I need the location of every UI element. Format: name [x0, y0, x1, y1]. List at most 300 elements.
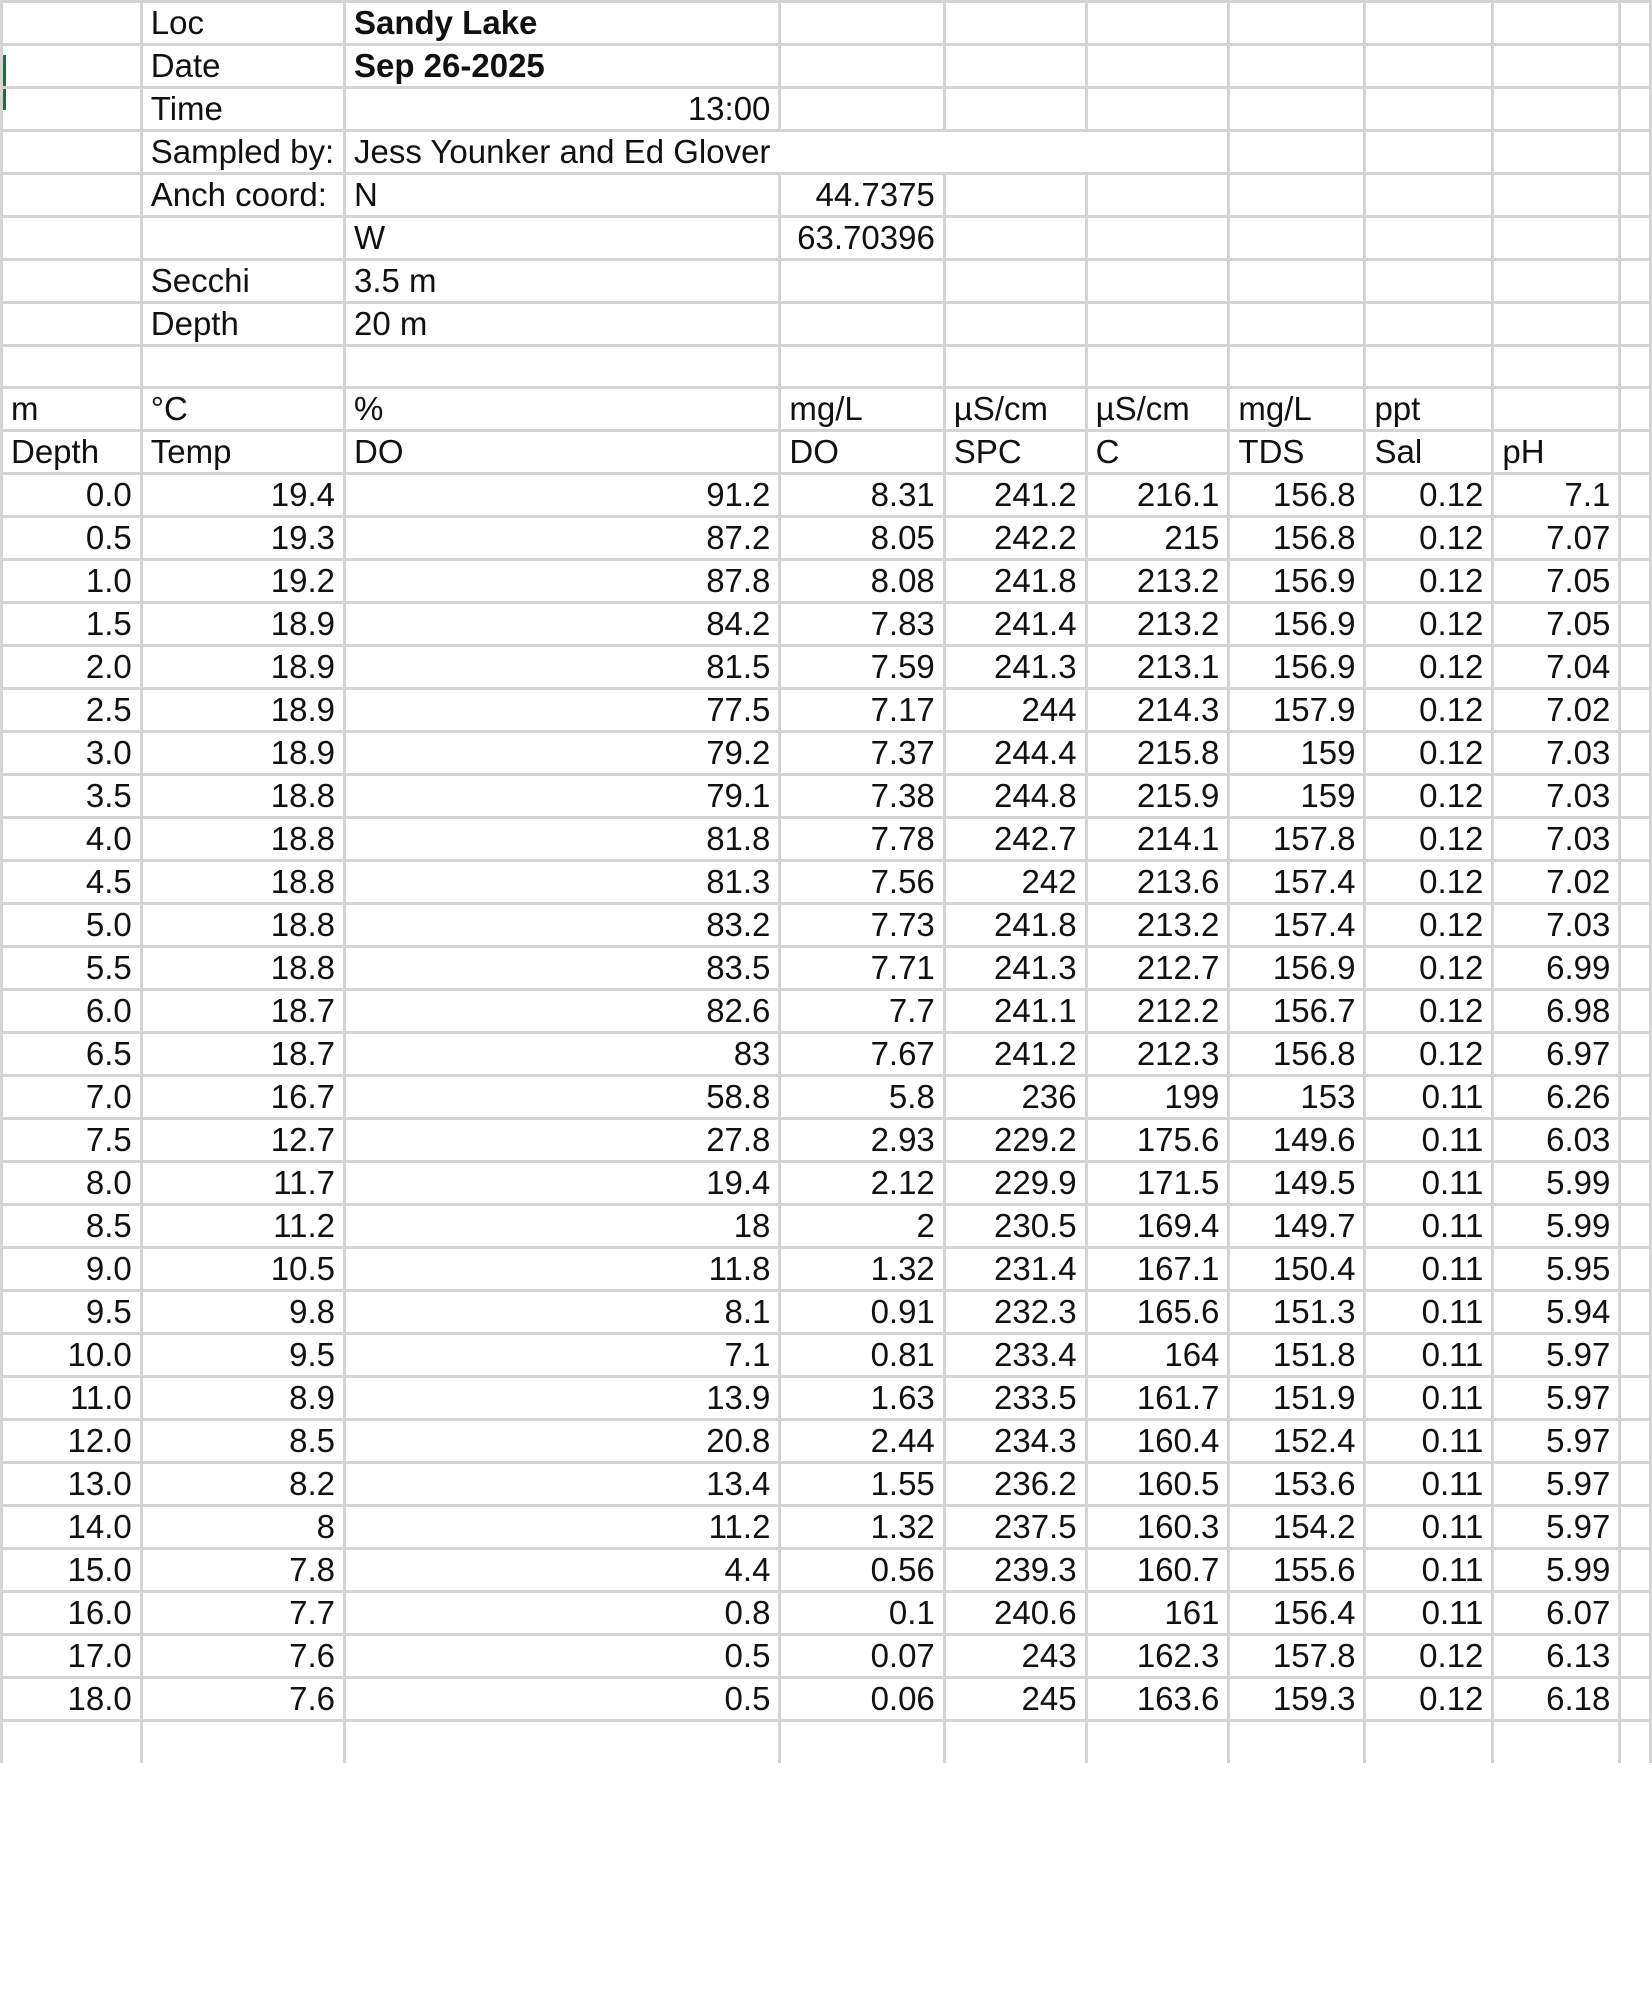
secchi-value[interactable]: 3.5 m	[344, 260, 779, 303]
data-cell[interactable]: 14.0	[2, 1506, 142, 1549]
cell[interactable]	[1620, 1248, 1651, 1291]
data-cell[interactable]: 5.97	[1493, 1506, 1620, 1549]
data-cell[interactable]: 0.12	[1365, 775, 1493, 818]
data-cell[interactable]: 0.11	[1365, 1549, 1493, 1592]
column-header[interactable]: Temp	[141, 431, 344, 474]
data-cell[interactable]: 244.8	[944, 775, 1086, 818]
data-cell[interactable]: 2	[780, 1205, 944, 1248]
data-cell[interactable]: 18.9	[141, 732, 344, 775]
data-cell[interactable]: 215	[1086, 517, 1229, 560]
data-cell[interactable]: 1.32	[780, 1506, 944, 1549]
data-cell[interactable]: 159	[1229, 775, 1365, 818]
data-cell[interactable]: 18.9	[141, 603, 344, 646]
cell[interactable]	[1620, 1721, 1651, 1763]
data-cell[interactable]: 9.8	[141, 1291, 344, 1334]
data-cell[interactable]: 151.8	[1229, 1334, 1365, 1377]
data-cell[interactable]: 7.03	[1493, 775, 1620, 818]
data-cell[interactable]: 83.5	[344, 947, 779, 990]
data-cell[interactable]: 0.0	[2, 474, 142, 517]
data-cell[interactable]: 7.02	[1493, 861, 1620, 904]
cell[interactable]	[1620, 775, 1651, 818]
data-cell[interactable]: 6.98	[1493, 990, 1620, 1033]
data-cell[interactable]: 79.2	[344, 732, 779, 775]
west-label[interactable]: W	[344, 217, 779, 260]
data-cell[interactable]: 157.4	[1229, 904, 1365, 947]
cell[interactable]	[1620, 474, 1651, 517]
data-cell[interactable]: 229.2	[944, 1119, 1086, 1162]
cell[interactable]	[1620, 88, 1651, 131]
data-cell[interactable]: 0.8	[344, 1592, 779, 1635]
data-cell[interactable]: 0.12	[1365, 1678, 1493, 1721]
data-cell[interactable]: 157.8	[1229, 1635, 1365, 1678]
cell[interactable]	[1229, 1721, 1365, 1763]
data-cell[interactable]: 9.0	[2, 1248, 142, 1291]
cell[interactable]	[1229, 346, 1365, 388]
data-cell[interactable]: 231.4	[944, 1248, 1086, 1291]
data-cell[interactable]: 13.0	[2, 1463, 142, 1506]
data-cell[interactable]: 18.7	[141, 1033, 344, 1076]
cell[interactable]	[1620, 1205, 1651, 1248]
data-cell[interactable]: 233.5	[944, 1377, 1086, 1420]
data-cell[interactable]: 241.4	[944, 603, 1086, 646]
cell[interactable]	[780, 346, 944, 388]
data-cell[interactable]: 4.0	[2, 818, 142, 861]
cell[interactable]	[1620, 1033, 1651, 1076]
data-cell[interactable]: 18.8	[141, 947, 344, 990]
data-cell[interactable]: 87.8	[344, 560, 779, 603]
cell[interactable]	[1229, 2, 1365, 45]
data-cell[interactable]: 81.3	[344, 861, 779, 904]
data-cell[interactable]: 7.71	[780, 947, 944, 990]
column-header[interactable]: TDS	[1229, 431, 1365, 474]
data-cell[interactable]: 213.1	[1086, 646, 1229, 689]
data-cell[interactable]: 167.1	[1086, 1248, 1229, 1291]
cell[interactable]	[1620, 1463, 1651, 1506]
data-cell[interactable]: 241.8	[944, 904, 1086, 947]
cell[interactable]	[1365, 217, 1493, 260]
data-cell[interactable]: 229.9	[944, 1162, 1086, 1205]
column-header[interactable]: SPC	[944, 431, 1086, 474]
cell[interactable]	[1620, 431, 1651, 474]
data-cell[interactable]: 0.11	[1365, 1205, 1493, 1248]
data-cell[interactable]: 18.0	[2, 1678, 142, 1721]
data-cell[interactable]: 7.5	[2, 1119, 142, 1162]
data-cell[interactable]: 11.8	[344, 1248, 779, 1291]
data-cell[interactable]: 7.6	[141, 1635, 344, 1678]
data-cell[interactable]: 241.2	[944, 474, 1086, 517]
data-cell[interactable]: 18.9	[141, 646, 344, 689]
cell[interactable]	[1620, 603, 1651, 646]
data-cell[interactable]: 15.0	[2, 1549, 142, 1592]
data-cell[interactable]: 0.12	[1365, 947, 1493, 990]
data-cell[interactable]: 2.5	[2, 689, 142, 732]
unit-cell[interactable]: °C	[141, 388, 344, 431]
cell[interactable]	[944, 346, 1086, 388]
data-cell[interactable]: 7.59	[780, 646, 944, 689]
data-cell[interactable]: 0.11	[1365, 1506, 1493, 1549]
cell[interactable]	[1493, 88, 1620, 131]
data-cell[interactable]: 7.05	[1493, 560, 1620, 603]
data-cell[interactable]: 12.7	[141, 1119, 344, 1162]
cell[interactable]	[1365, 45, 1493, 88]
loc-label[interactable]: Loc	[141, 2, 344, 45]
data-cell[interactable]: 4.5	[2, 861, 142, 904]
cell[interactable]	[2, 131, 142, 174]
data-cell[interactable]: 2.93	[780, 1119, 944, 1162]
data-cell[interactable]: 7.6	[141, 1678, 344, 1721]
data-cell[interactable]: 216.1	[1086, 474, 1229, 517]
data-cell[interactable]: 0.12	[1365, 1635, 1493, 1678]
cell[interactable]	[780, 303, 944, 346]
data-cell[interactable]: 0.11	[1365, 1377, 1493, 1420]
data-cell[interactable]: 8.31	[780, 474, 944, 517]
data-cell[interactable]: 13.9	[344, 1377, 779, 1420]
cell[interactable]	[344, 346, 779, 388]
cell[interactable]	[141, 346, 344, 388]
cell[interactable]	[944, 260, 1086, 303]
cell[interactable]	[1229, 131, 1365, 174]
data-cell[interactable]: 0.91	[780, 1291, 944, 1334]
cell[interactable]	[1620, 947, 1651, 990]
cell[interactable]	[1229, 88, 1365, 131]
data-cell[interactable]: 1.55	[780, 1463, 944, 1506]
data-cell[interactable]: 233.4	[944, 1334, 1086, 1377]
sampled-by-label[interactable]: Sampled by:	[141, 131, 344, 174]
data-cell[interactable]: 0.12	[1365, 560, 1493, 603]
data-cell[interactable]: 7.67	[780, 1033, 944, 1076]
cell[interactable]	[1493, 174, 1620, 217]
cell[interactable]	[2, 346, 142, 388]
data-cell[interactable]: 7.8	[141, 1549, 344, 1592]
data-cell[interactable]: 213.6	[1086, 861, 1229, 904]
column-header[interactable]: C	[1086, 431, 1229, 474]
data-cell[interactable]: 7.1	[344, 1334, 779, 1377]
cell[interactable]	[944, 1721, 1086, 1763]
data-cell[interactable]: 214.1	[1086, 818, 1229, 861]
data-cell[interactable]: 0.12	[1365, 904, 1493, 947]
data-cell[interactable]: 7.07	[1493, 517, 1620, 560]
data-cell[interactable]: 5.95	[1493, 1248, 1620, 1291]
cell[interactable]	[1620, 131, 1651, 174]
data-cell[interactable]: 153.6	[1229, 1463, 1365, 1506]
data-cell[interactable]: 83.2	[344, 904, 779, 947]
cell[interactable]	[1620, 904, 1651, 947]
data-cell[interactable]: 0.5	[344, 1678, 779, 1721]
data-cell[interactable]: 164	[1086, 1334, 1229, 1377]
data-cell[interactable]: 160.4	[1086, 1420, 1229, 1463]
cell[interactable]	[1229, 45, 1365, 88]
anch-coord-label[interactable]: Anch coord:	[141, 174, 344, 217]
data-cell[interactable]: 5.97	[1493, 1377, 1620, 1420]
data-cell[interactable]: 159.3	[1229, 1678, 1365, 1721]
data-cell[interactable]: 87.2	[344, 517, 779, 560]
data-cell[interactable]: 6.03	[1493, 1119, 1620, 1162]
data-cell[interactable]: 7.04	[1493, 646, 1620, 689]
data-cell[interactable]: 232.3	[944, 1291, 1086, 1334]
data-cell[interactable]: 215.8	[1086, 732, 1229, 775]
data-cell[interactable]: 18.8	[141, 818, 344, 861]
sampled-by-value[interactable]: Jess Younker and Ed Glover	[344, 131, 779, 174]
data-cell[interactable]: 7.7	[780, 990, 944, 1033]
data-cell[interactable]: 212.2	[1086, 990, 1229, 1033]
north-value[interactable]: 44.7375	[780, 174, 944, 217]
data-cell[interactable]: 0.12	[1365, 689, 1493, 732]
time-label[interactable]: Time	[141, 88, 344, 131]
cell[interactable]	[780, 131, 944, 174]
column-header[interactable]: Sal	[1365, 431, 1493, 474]
data-cell[interactable]: 0.12	[1365, 1033, 1493, 1076]
data-cell[interactable]: 0.5	[2, 517, 142, 560]
cell[interactable]	[944, 2, 1086, 45]
data-cell[interactable]: 17.0	[2, 1635, 142, 1678]
data-cell[interactable]: 82.6	[344, 990, 779, 1033]
cell[interactable]	[1620, 990, 1651, 1033]
unit-cell[interactable]: mg/L	[780, 388, 944, 431]
data-cell[interactable]: 159	[1229, 732, 1365, 775]
cell[interactable]	[1620, 174, 1651, 217]
cell[interactable]	[1086, 260, 1229, 303]
cell[interactable]	[1620, 346, 1651, 388]
cell[interactable]	[1493, 45, 1620, 88]
data-cell[interactable]: 10.5	[141, 1248, 344, 1291]
data-cell[interactable]: 160.7	[1086, 1549, 1229, 1592]
data-cell[interactable]: 8.1	[344, 1291, 779, 1334]
data-cell[interactable]: 8	[141, 1506, 344, 1549]
data-cell[interactable]: 18.8	[141, 861, 344, 904]
data-cell[interactable]: 0.11	[1365, 1119, 1493, 1162]
cell[interactable]	[1493, 346, 1620, 388]
cell[interactable]	[780, 45, 944, 88]
data-cell[interactable]: 16.0	[2, 1592, 142, 1635]
data-cell[interactable]: 156.8	[1229, 474, 1365, 517]
data-cell[interactable]: 151.9	[1229, 1377, 1365, 1420]
data-cell[interactable]: 7.03	[1493, 818, 1620, 861]
data-cell[interactable]: 8.08	[780, 560, 944, 603]
cell[interactable]	[1365, 260, 1493, 303]
data-cell[interactable]: 156.8	[1229, 517, 1365, 560]
data-cell[interactable]: 244	[944, 689, 1086, 732]
unit-cell[interactable]: µS/cm	[944, 388, 1086, 431]
cell[interactable]	[1620, 818, 1651, 861]
data-cell[interactable]: 157.9	[1229, 689, 1365, 732]
data-cell[interactable]: 11.2	[344, 1506, 779, 1549]
data-cell[interactable]: 5.99	[1493, 1549, 1620, 1592]
data-cell[interactable]: 240.6	[944, 1592, 1086, 1635]
data-cell[interactable]: 0.12	[1365, 818, 1493, 861]
data-cell[interactable]: 5.5	[2, 947, 142, 990]
data-cell[interactable]: 2.44	[780, 1420, 944, 1463]
cell[interactable]	[1493, 303, 1620, 346]
data-cell[interactable]: 2.12	[780, 1162, 944, 1205]
data-cell[interactable]: 7.17	[780, 689, 944, 732]
data-cell[interactable]: 162.3	[1086, 1635, 1229, 1678]
data-cell[interactable]: 10.0	[2, 1334, 142, 1377]
data-cell[interactable]: 9.5	[2, 1291, 142, 1334]
data-cell[interactable]: 163.6	[1086, 1678, 1229, 1721]
data-cell[interactable]: 8.0	[2, 1162, 142, 1205]
cell[interactable]	[944, 217, 1086, 260]
data-cell[interactable]: 169.4	[1086, 1205, 1229, 1248]
data-cell[interactable]: 212.7	[1086, 947, 1229, 990]
data-cell[interactable]: 0.11	[1365, 1420, 1493, 1463]
data-cell[interactable]: 153	[1229, 1076, 1365, 1119]
data-cell[interactable]: 13.4	[344, 1463, 779, 1506]
data-cell[interactable]: 83	[344, 1033, 779, 1076]
cell[interactable]	[1620, 1678, 1651, 1721]
data-cell[interactable]: 16.7	[141, 1076, 344, 1119]
data-cell[interactable]: 91.2	[344, 474, 779, 517]
cell[interactable]	[1620, 2, 1651, 45]
data-cell[interactable]: 0.12	[1365, 474, 1493, 517]
data-cell[interactable]: 5.8	[780, 1076, 944, 1119]
data-cell[interactable]: 8.9	[141, 1377, 344, 1420]
cell[interactable]	[2, 303, 142, 346]
data-cell[interactable]: 4.4	[344, 1549, 779, 1592]
cell[interactable]	[1493, 260, 1620, 303]
data-cell[interactable]: 5.99	[1493, 1205, 1620, 1248]
data-cell[interactable]: 1.32	[780, 1248, 944, 1291]
data-cell[interactable]: 156.4	[1229, 1592, 1365, 1635]
data-cell[interactable]: 241.2	[944, 1033, 1086, 1076]
unit-cell[interactable]: ppt	[1365, 388, 1493, 431]
data-cell[interactable]: 6.0	[2, 990, 142, 1033]
cell[interactable]	[1086, 45, 1229, 88]
data-cell[interactable]: 7.03	[1493, 904, 1620, 947]
cell[interactable]	[944, 174, 1086, 217]
cell[interactable]	[1620, 1334, 1651, 1377]
unit-cell[interactable]: %	[344, 388, 779, 431]
data-cell[interactable]: 157.8	[1229, 818, 1365, 861]
cell[interactable]	[141, 217, 344, 260]
data-cell[interactable]: 18.8	[141, 775, 344, 818]
data-cell[interactable]: 213.2	[1086, 603, 1229, 646]
data-cell[interactable]: 236.2	[944, 1463, 1086, 1506]
data-cell[interactable]: 19.3	[141, 517, 344, 560]
data-cell[interactable]: 6.18	[1493, 1678, 1620, 1721]
cell[interactable]	[1493, 131, 1620, 174]
data-cell[interactable]: 214.3	[1086, 689, 1229, 732]
data-cell[interactable]: 156.9	[1229, 603, 1365, 646]
data-cell[interactable]: 3.0	[2, 732, 142, 775]
data-cell[interactable]: 242.2	[944, 517, 1086, 560]
data-cell[interactable]: 157.4	[1229, 861, 1365, 904]
column-header[interactable]: pH	[1493, 431, 1620, 474]
data-cell[interactable]: 213.2	[1086, 904, 1229, 947]
data-cell[interactable]: 7.1	[1493, 474, 1620, 517]
cell[interactable]	[141, 1721, 344, 1763]
data-cell[interactable]: 244.4	[944, 732, 1086, 775]
data-cell[interactable]: 171.5	[1086, 1162, 1229, 1205]
data-cell[interactable]: 81.5	[344, 646, 779, 689]
data-cell[interactable]: 7.78	[780, 818, 944, 861]
date-value[interactable]: Sep 26-2025	[344, 45, 779, 88]
data-cell[interactable]: 0.12	[1365, 603, 1493, 646]
cell[interactable]	[1620, 1420, 1651, 1463]
cell[interactable]	[1229, 260, 1365, 303]
data-cell[interactable]: 213.2	[1086, 560, 1229, 603]
data-cell[interactable]: 5.94	[1493, 1291, 1620, 1334]
cell[interactable]	[1365, 2, 1493, 45]
data-cell[interactable]: 241.3	[944, 947, 1086, 990]
data-cell[interactable]: 7.83	[780, 603, 944, 646]
unit-cell[interactable]: µS/cm	[1086, 388, 1229, 431]
unit-cell[interactable]	[1493, 388, 1620, 431]
data-cell[interactable]: 0.1	[780, 1592, 944, 1635]
data-cell[interactable]: 0.11	[1365, 1334, 1493, 1377]
cell[interactable]	[1086, 346, 1229, 388]
cell[interactable]	[2, 45, 142, 88]
data-cell[interactable]: 160.5	[1086, 1463, 1229, 1506]
data-cell[interactable]: 18.8	[141, 904, 344, 947]
data-cell[interactable]: 0.12	[1365, 861, 1493, 904]
cell[interactable]	[1365, 346, 1493, 388]
cell[interactable]	[1620, 303, 1651, 346]
data-cell[interactable]: 156.9	[1229, 646, 1365, 689]
data-cell[interactable]: 242.7	[944, 818, 1086, 861]
cell[interactable]	[780, 1721, 944, 1763]
data-cell[interactable]: 11.0	[2, 1377, 142, 1420]
cell[interactable]	[1086, 131, 1229, 174]
data-cell[interactable]: 6.13	[1493, 1635, 1620, 1678]
date-label[interactable]: Date	[141, 45, 344, 88]
cell[interactable]	[1620, 560, 1651, 603]
data-cell[interactable]: 6.99	[1493, 947, 1620, 990]
data-cell[interactable]: 7.38	[780, 775, 944, 818]
cell[interactable]	[1620, 260, 1651, 303]
data-cell[interactable]: 0.11	[1365, 1592, 1493, 1635]
cell[interactable]	[1620, 1076, 1651, 1119]
unit-cell[interactable]: mg/L	[1229, 388, 1365, 431]
cell[interactable]	[1086, 217, 1229, 260]
data-cell[interactable]: 241.8	[944, 560, 1086, 603]
cell[interactable]	[2, 88, 142, 131]
data-cell[interactable]: 77.5	[344, 689, 779, 732]
data-cell[interactable]: 0.07	[780, 1635, 944, 1678]
cell[interactable]	[780, 2, 944, 45]
cell[interactable]	[1365, 303, 1493, 346]
data-cell[interactable]: 236	[944, 1076, 1086, 1119]
data-cell[interactable]: 20.8	[344, 1420, 779, 1463]
data-cell[interactable]: 8.05	[780, 517, 944, 560]
data-cell[interactable]: 156.9	[1229, 947, 1365, 990]
data-cell[interactable]: 1.5	[2, 603, 142, 646]
data-cell[interactable]: 0.11	[1365, 1248, 1493, 1291]
cell[interactable]	[944, 45, 1086, 88]
cell[interactable]	[2, 2, 142, 45]
cell[interactable]	[1086, 88, 1229, 131]
column-header[interactable]: Depth	[2, 431, 142, 474]
data-cell[interactable]: 149.7	[1229, 1205, 1365, 1248]
depth-label[interactable]: Depth	[141, 303, 344, 346]
data-cell[interactable]: 7.73	[780, 904, 944, 947]
data-cell[interactable]: 58.8	[344, 1076, 779, 1119]
data-cell[interactable]: 241.1	[944, 990, 1086, 1033]
data-cell[interactable]: 5.97	[1493, 1420, 1620, 1463]
secchi-label[interactable]: Secchi	[141, 260, 344, 303]
north-label[interactable]: N	[344, 174, 779, 217]
data-cell[interactable]: 161	[1086, 1592, 1229, 1635]
cell[interactable]	[344, 1721, 779, 1763]
data-cell[interactable]: 0.12	[1365, 646, 1493, 689]
data-cell[interactable]: 5.97	[1493, 1334, 1620, 1377]
data-cell[interactable]: 156.8	[1229, 1033, 1365, 1076]
data-cell[interactable]: 165.6	[1086, 1291, 1229, 1334]
data-cell[interactable]: 241.3	[944, 646, 1086, 689]
cell[interactable]	[1620, 732, 1651, 775]
data-cell[interactable]: 18	[344, 1205, 779, 1248]
data-cell[interactable]: 7.05	[1493, 603, 1620, 646]
cell[interactable]	[1620, 646, 1651, 689]
